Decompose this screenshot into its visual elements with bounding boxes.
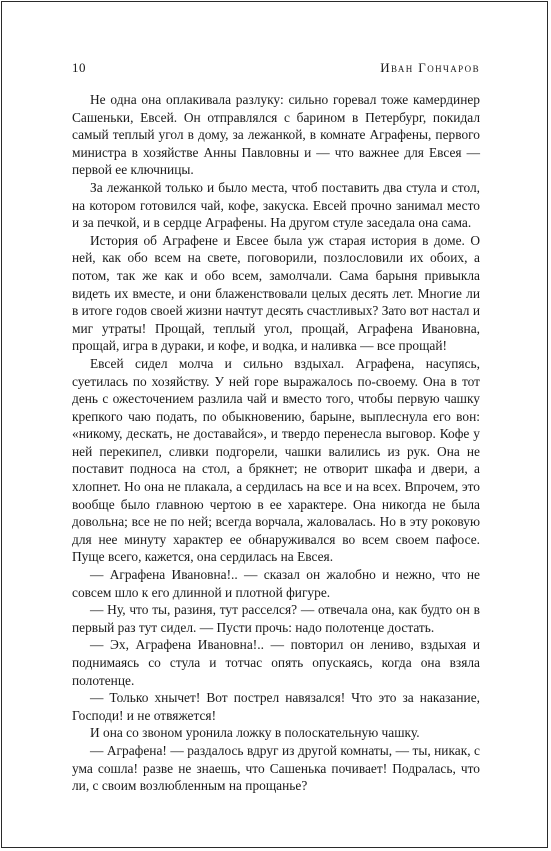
page-number: 10 — [72, 60, 86, 75]
paragraph: Не одна она оплакивала разлуку: сильно горевал тоже камердинер Сашеньки, Евсей. Он отправлялся с барином в Петербург, покидал самый теплый угол в дому, за лежанкой, в комнате Аграфены, первого министра в хозяйстве Анны Павловны и — что важнее для Евсея — первой ее ключницы. — [72, 92, 480, 178]
paragraph: История об Аграфене и Евсее была уж старая история в доме. О ней, как обо всем на свете, поговорили, позлословили их обоих, а потом, так же как и обо всем, замолчали. Сама барыня привыкла видеть их вместе, и они блаженствовали целых десять лет. Многие ли в итоге годов своей жизни начтут десять счастливых? Зато вот настал и миг утраты! Прощай, теплый угол, прощай, Аграфена Ивановна, прощай, игра в дураки, и кофе, и водка, и наливка — все прощай! — [72, 232, 480, 354]
body-text — [72, 91, 480, 795]
paragraph: Евсей сидел молча и сильно вздыхал. Аграфена, насупясь, суетилась по хозяйству. У ней горе выражалось по-своему. Она в тот день с ожесточением разлила чай и вместо того, чтобы первую чашку крепкого чаю подать, по обыкновению, барыне, выплеснула его вон: «никому, дескать, не доставайся», и твердо перенесла выговор. Кофе у ней перекипел, сливки подгорели, чашки валились из рук. Она не поставит подноса на стол, а брякнет; не отворит шкафа и двери, а хлопнет. Но она не плакала, а сердилась на все и на всех. Впрочем, это вообще было главною чертою в ее характере. Она никогда не была довольна; все не по ней; всегда ворчала, жаловалась. Но в эту роковую для нее минуту характер ее обнаруживался во всем своем пафосе. Пуще всего, кажется, она сердилась на Евсея. — [72, 355, 480, 565]
dialogue-paragraph: — Аграфена Ивановна!.. — сказал он жалобно и нежно, что не совсем шло к его длинной и плотной фигуре. — [72, 567, 480, 600]
dialogue-paragraph: — Только хнычет! Вот пострел навязался! Что это за наказание, Господи! и не отвяжется! — [72, 690, 480, 723]
running-head — [72, 60, 480, 76]
dialogue-paragraph: — Ну, что ты, разиня, тут расселся? — отвечала она, как будто он в первый раз тут сидел. — Пусти прочь: надо полотенце достать. — [72, 602, 480, 635]
dialogue-paragraph: — Эх, Аграфена Ивановна!.. — повторил он лениво, вздыхая и поднимаясь со стула и тотчас опять опускаясь, когда она взяла полотенце. — [72, 637, 480, 688]
paragraph: И она со звоном уронила ложку в полоскательную чашку. — [90, 725, 420, 741]
dialogue-paragraph: — Аграфена! — раздалось вдруг из другой комнаты, — ты, никак, с ума сошла! разве не знаешь, что Сашенька почивает! Подралась, что ли, с своим возлюбленным на прощанье? — [72, 742, 480, 794]
running-title: Иван Гончаров — [380, 60, 480, 75]
paragraph: За лежанкой только и было места, чтоб поставить два стула и стол, на котором готовился чай, кофе, закуска. Евсей прочно занимал место и за печкой, и в сердце Аграфены. На другом стуле заседала она сама. — [72, 179, 480, 231]
